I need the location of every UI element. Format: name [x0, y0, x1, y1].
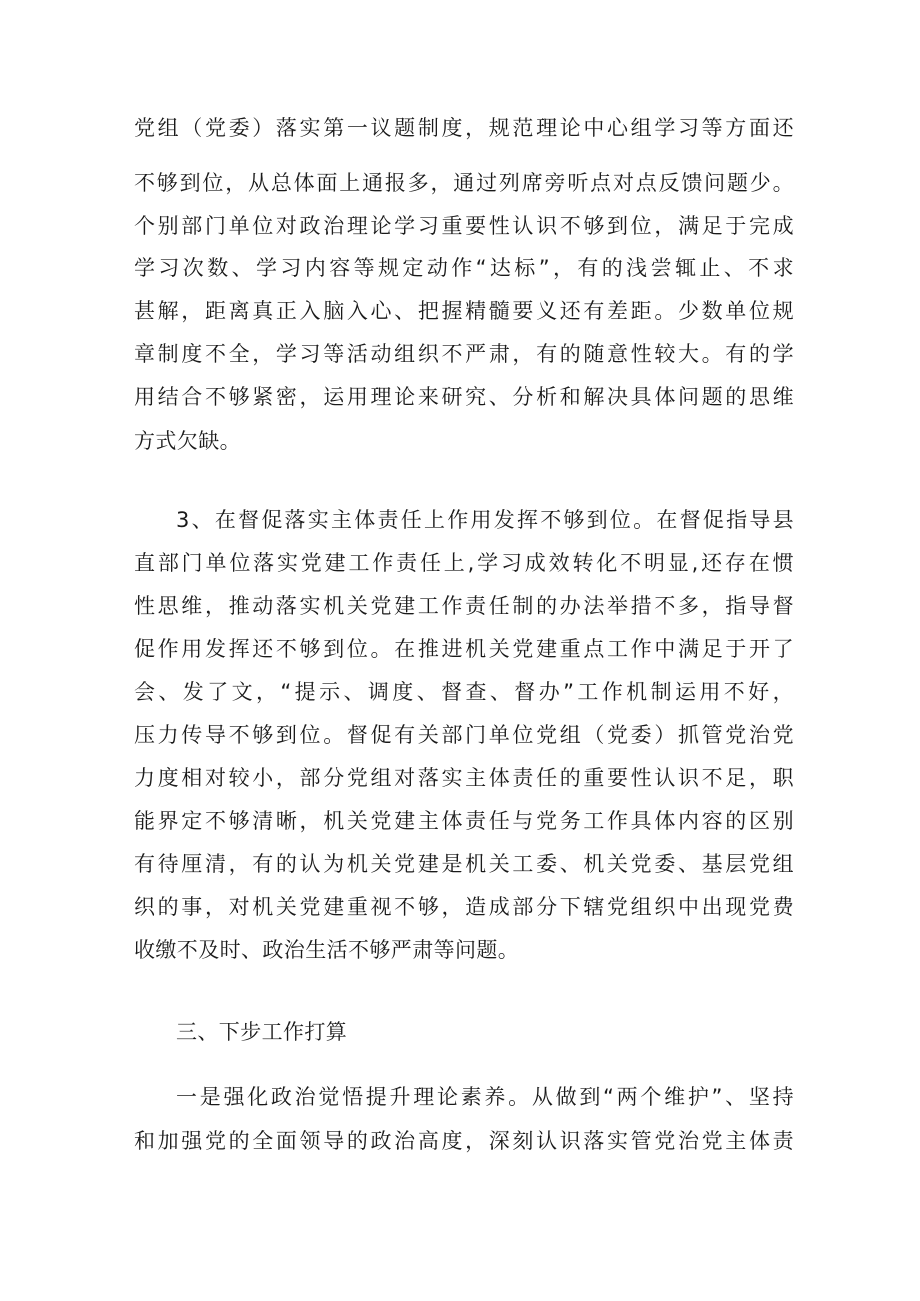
text-line: 一是强化政治觉悟提升理论素养。从做到“两个维护”、坚持 [176, 1085, 794, 1109]
text-line: 3、在督促落实主体责任上作用发挥不够到位。在督促指导县 [176, 508, 794, 532]
section-heading: 三、下步工作打算 [176, 1020, 348, 1044]
text-line: 学习次数、学习内容等规定动作“达标”，有的浅尝辄止、不求 [134, 256, 794, 280]
text-line: 织的事，对机关党建重视不够，造成部分下辖党组织中出现党费 [134, 895, 794, 919]
text-line: 力度相对较小，部分党组对落实主体责任的重要性认识不足，职 [134, 766, 794, 790]
text-line: 能界定不够清晰，机关党建主体责任与党务工作具体内容的区别 [134, 809, 794, 833]
text-line: 和加强党的全面领导的政治高度，深刻认识落实管党治党主体责 [134, 1129, 794, 1153]
text-line: 压力传导不够到位。督促有关部门单位党组（党委）抓管党治党 [134, 723, 794, 747]
text-line: 章制度不全，学习等活动组织不严肃，有的随意性较大。有的学 [134, 342, 794, 366]
text-line: 会、发了文，“提示、调度、督查、督办”工作机制运用不好， [134, 680, 794, 704]
text-line: 性思维，推动落实机关党建工作责任制的办法举措不多，指导督 [134, 594, 794, 618]
text-line: 个别部门单位对政治理论学习重要性认识不够到位，满足于完成 [134, 214, 794, 238]
text-line: 收缴不及时、政治生活不够严肃等问题。 [134, 938, 520, 962]
text-line: 直部门单位落实党建工作责任上,学习成效转化不明显,还存在惯 [134, 551, 794, 575]
text-line: 有待厘清，有的认为机关党建是机关工委、机关党委、基层党组 [134, 852, 794, 876]
text-line: 促作用发挥还不够到位。在推进机关党建重点工作中满足于开了 [134, 637, 794, 661]
text-line: 用结合不够紧密，运用理论来研究、分析和解决具体问题的思维 [134, 385, 794, 409]
text-line: 方式欠缺。 [134, 429, 241, 453]
text-line: 不够到位，从总体面上通报多，通过列席旁听点对点反馈问题少。 [134, 171, 794, 195]
text-line: 党组（党委）落实第一议题制度，规范理论中心组学习等方面还 [134, 116, 794, 140]
text-line: 甚解，距离真正入脑入心、把握精髓要义还有差距。少数单位规 [134, 299, 794, 323]
